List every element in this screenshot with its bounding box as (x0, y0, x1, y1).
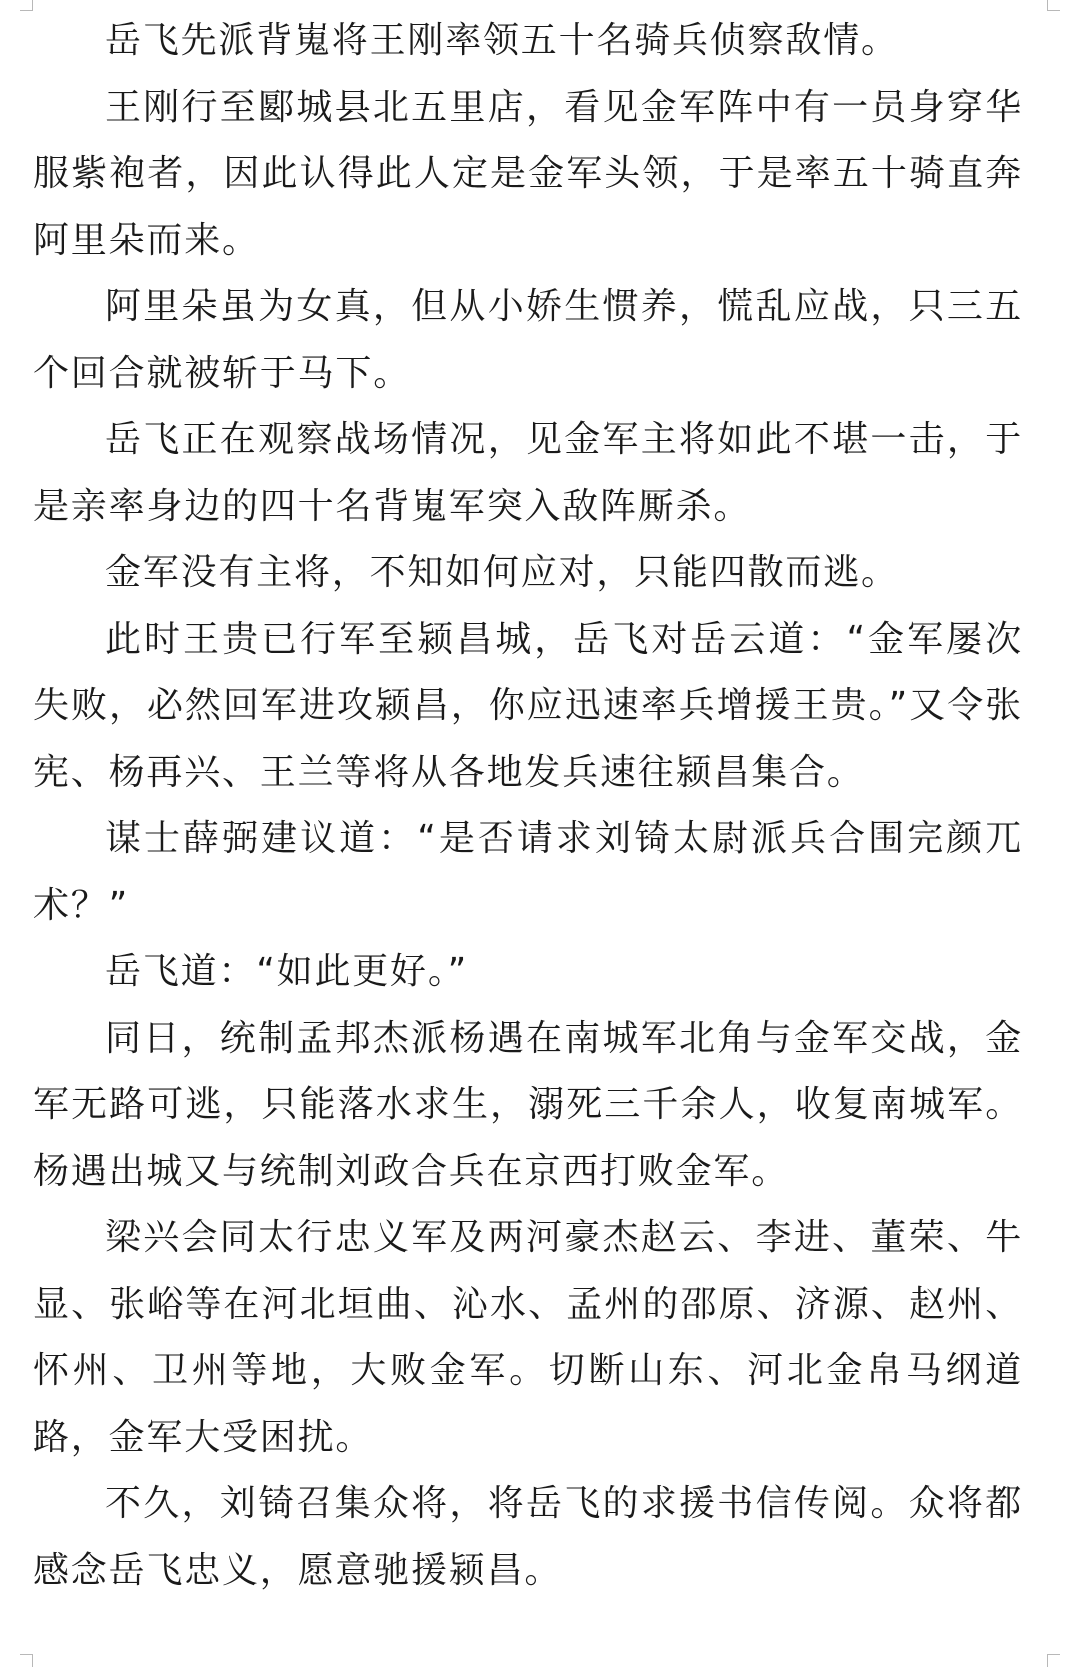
paragraph: 不久，刘锜召集众将，将岳飞的求援书信传阅。众将都感念岳飞忠义，愿意驰援颍昌。 (33, 1483, 1023, 1591)
paragraph: 谋士薛弼建议道：“是否请求刘锜太尉派兵合围完颜兀术？” (33, 818, 1023, 926)
crop-mark-bottom-left (20, 1654, 33, 1667)
crop-mark-top-right (1047, 0, 1060, 11)
paragraph: 阿里朵虽为女真，但从小娇生惯养，慌乱应战，只三五个回合就被斩于马下。 (33, 286, 1023, 394)
crop-mark-top-left (20, 0, 33, 11)
paragraph: 王刚行至郾城县北五里店，看见金军阵中有一员身穿华服紫袍者，因此认得此人定是金军头领，于是率五十骑直奔阿里朵而来。 (33, 86, 1023, 261)
paragraph: 同日，统制孟邦杰派杨遇在南城军北角与金军交战，金军无路可逃，只能落水求生，溺死三千余人，收复南城军。杨遇出城又与统制刘政合兵在京西打败金军。 (33, 1017, 1023, 1192)
document-body (33, 8, 1023, 1604)
paragraph: 岳飞先派背嵬将王刚率领五十名骑兵侦察敌情。 (105, 20, 899, 61)
paragraph: 此时王贵已行军至颍昌城，岳飞对岳云道：“金军屡次失败，必然回军进攻颍昌，你应迅速率兵增援王贵。”又令张宪、杨再兴、王兰等将从各地发兵速往颍昌集合。 (33, 618, 1023, 793)
paragraph: 岳飞正在观察战场情况，见金军主将如此不堪一击，于是亲率身边的四十名背嵬军突入敌阵厮杀。 (33, 419, 1023, 527)
paragraph: 金军没有主将，不知如何应对，只能四散而逃。 (105, 552, 899, 593)
paragraph: 岳飞道：“如此更好。” (105, 951, 469, 992)
paragraph: 梁兴会同太行忠义军及两河豪杰赵云、李进、董荣、牛显、张峪等在河北垣曲、沁水、孟州的邵原、济源、赵州、怀州、卫州等地，大败金军。切断山东、河北金帛马纲道路，金军大受困扰。 (33, 1217, 1023, 1458)
crop-mark-bottom-right (1047, 1654, 1060, 1667)
